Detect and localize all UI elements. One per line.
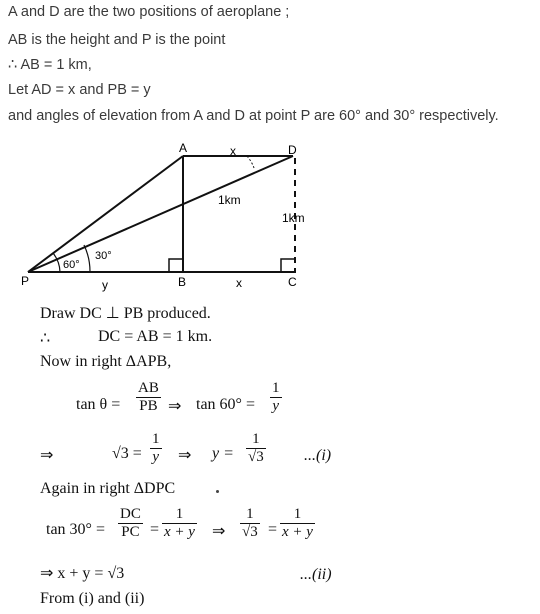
fraction-ab-pb (136, 380, 161, 415)
label-30: 30° (95, 250, 112, 262)
denominator-y: y (152, 449, 160, 465)
right-triangle-dpc: Again in right ΔDPC (40, 480, 176, 497)
y-equals: y = (212, 445, 234, 462)
denominator-x-plus-y: x + y (164, 524, 195, 540)
tan-30: tan 30° = (46, 521, 105, 538)
x-plus-y-equals-root3: ⇒ x + y = √3 (40, 565, 125, 582)
intro-line-3: ∴ AB = 1 km, (8, 57, 92, 73)
denominator-root3: √3 (248, 449, 264, 465)
therefore-symbol: ∴ (40, 330, 51, 347)
numerator-ab: AB (138, 380, 159, 396)
label-C: C (288, 275, 297, 289)
label-x-bottom: x (236, 276, 242, 290)
numerator-1: 1 (152, 431, 160, 447)
denominator-root3: √3 (242, 524, 258, 540)
denominator-pb: PB (139, 398, 158, 414)
denominator-x-plus-y: x + y (282, 524, 313, 540)
equation-label-ii: ...(ii) (300, 566, 332, 583)
implies-3: ⇒ (178, 447, 192, 464)
numerator-1: 1 (252, 431, 260, 447)
fraction-1-root3-a (246, 431, 266, 466)
equals-1: = (150, 521, 160, 538)
numerator-1: 1 (293, 506, 302, 522)
intro-line-4: Let AD = x and PB = y (8, 82, 151, 98)
intro-line-5: and angles of elevation from A and D at point P are 60° and 30° respectively. (8, 108, 499, 124)
arc-30 (84, 245, 90, 272)
tan-theta: tan θ = (76, 396, 121, 413)
label-1km-hyp: 1km (218, 193, 241, 207)
tan-60: tan 60° = (196, 396, 255, 413)
from-i-and-ii: From (i) and (ii) (40, 590, 145, 607)
draw-dc-line: Draw DC ⊥ PB produced. (40, 305, 211, 322)
label-A: A (179, 141, 188, 155)
intro-line-2: AB is the height and P is the point (8, 32, 226, 48)
label-D: D (288, 143, 297, 157)
label-60: 60° (63, 259, 80, 271)
label-B: B (178, 275, 187, 289)
implies-1: ⇒ (168, 398, 182, 415)
fraction-dc-pc (118, 506, 143, 541)
implies-4: ⇒ (212, 523, 226, 540)
intro-line-1: A and D are the two positions of aeroplane ; (8, 4, 290, 20)
equation-label-i: ...(i) (304, 447, 332, 464)
denominator-pc: PC (121, 524, 140, 540)
fraction-1-root3-b (240, 506, 260, 541)
label-x-top: x (230, 144, 236, 158)
numerator-1: 1 (272, 380, 280, 396)
numerator-1: 1 (175, 506, 184, 522)
arc-dash-top (247, 156, 254, 168)
dc-equals-ab: DC = AB = 1 km. (98, 328, 213, 345)
fraction-1-y-b (150, 431, 162, 466)
root3-equals: √3 = (112, 445, 142, 462)
denominator-y: y (272, 398, 280, 414)
right-angle-b (169, 259, 183, 272)
label-y: y (102, 278, 108, 292)
numerator-1: 1 (246, 506, 254, 522)
arc-60 (53, 253, 60, 272)
equals-2: = (268, 521, 278, 538)
fraction-1-xy-b (280, 506, 315, 541)
label-P: P (21, 274, 30, 288)
right-angle-c (281, 259, 295, 272)
stray-dot (216, 490, 219, 493)
implies-2: ⇒ (40, 447, 54, 464)
fraction-1-y-a (270, 380, 282, 415)
right-triangle-apb: Now in right ΔAPB, (40, 353, 172, 370)
fraction-1-xy-a (162, 506, 197, 541)
label-1km-side: 1km (282, 211, 305, 225)
numerator-dc: DC (120, 506, 141, 522)
geometry-diagram (0, 140, 540, 300)
